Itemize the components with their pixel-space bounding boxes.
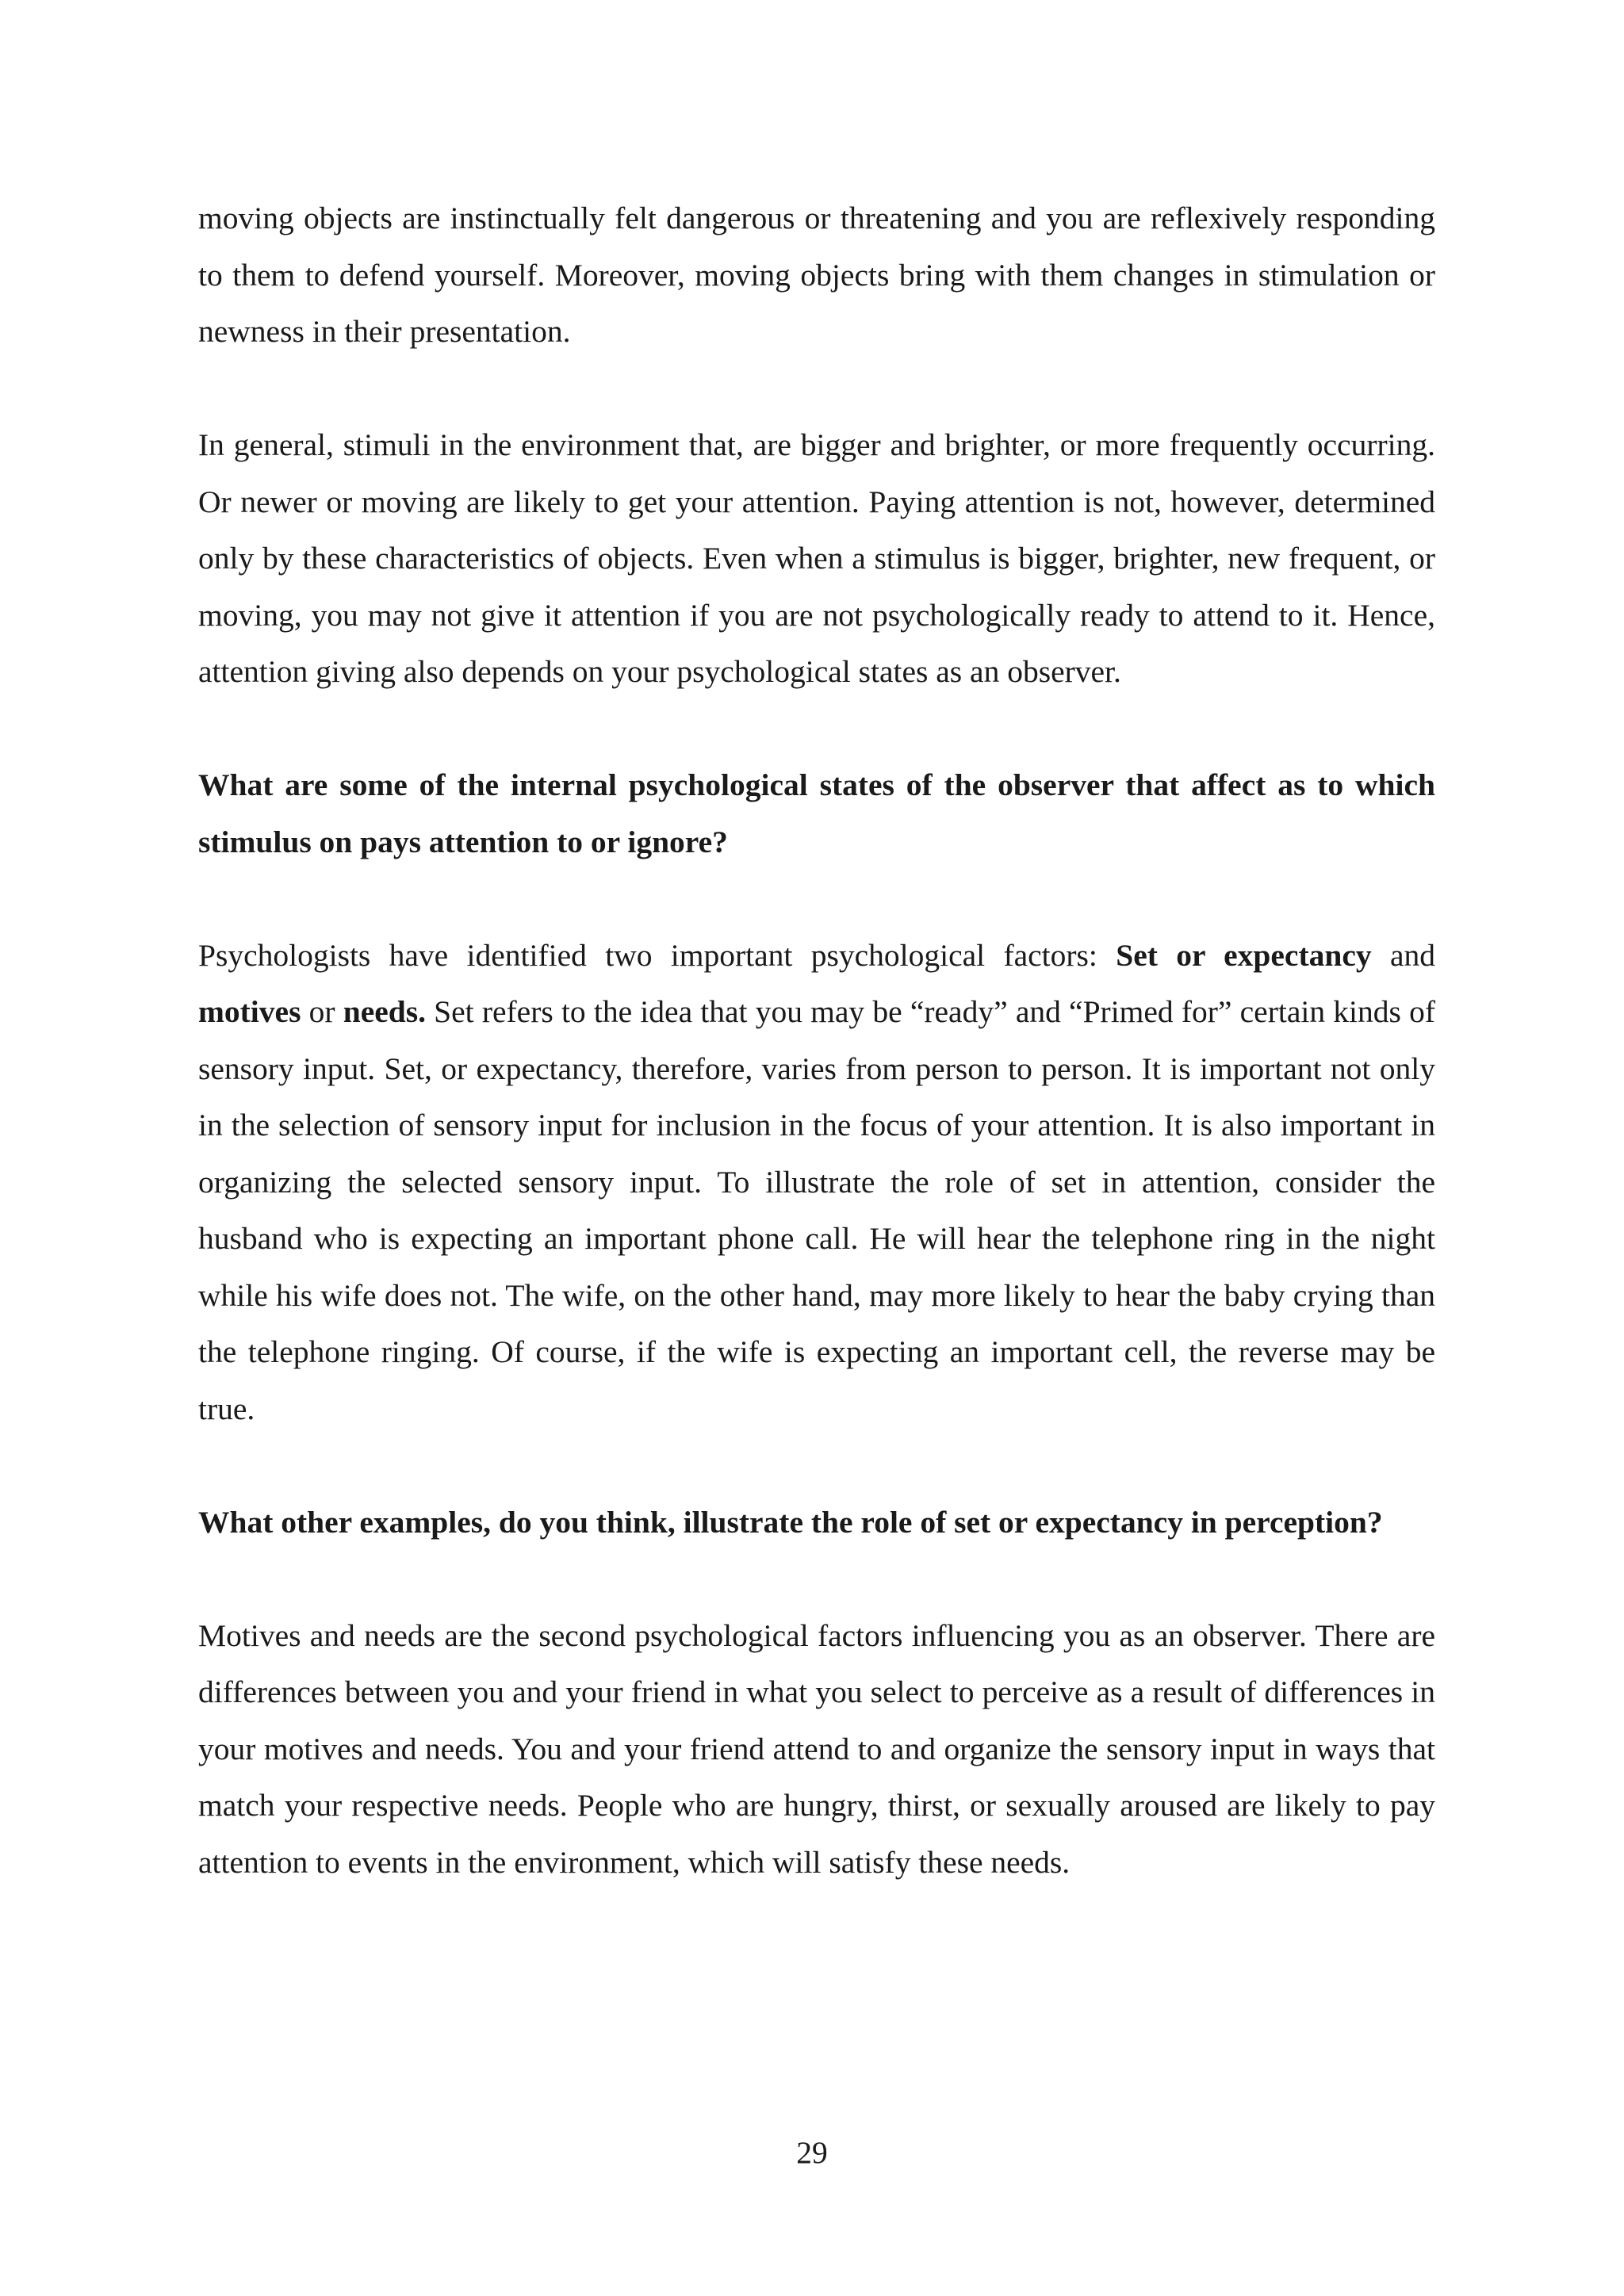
paragraph-gap bbox=[198, 871, 1435, 928]
paragraph-gap bbox=[198, 1437, 1435, 1494]
paragraph-motives-needs: Motives and needs are the second psychological factors influencing you as an observer. There are differences between you and your friend in what you select to perceive as a result of differences in your motives and needs. You and your friend attend to and organize the sensory input in ways that match your respective needs. People who are hungry, thirst, or sexually aroused are likely to pay attention to events in the environment, which will satisfy these needs. bbox=[198, 1617, 1435, 1880]
text-run: or bbox=[301, 994, 343, 1029]
document-page bbox=[198, 190, 1435, 1891]
paragraph-gap bbox=[198, 361, 1435, 418]
text-run: Psychologists have identified two important psychological factors: bbox=[198, 937, 1116, 973]
page-number: 29 bbox=[796, 2135, 828, 2170]
bold-term-motives: motives bbox=[198, 994, 301, 1029]
text-run: Set refers to the idea that you may be “ready” and “Primed for” certain kinds of sensory input. Set, or expectancy, therefore, varies from person to person. It is important not only in the selection of sensory input for inclusion in the focus of your attention. It is also important in organizing the selected sensory input. To illustrate the role of set in attention, consider the husband who is expecting an important phone call. He will hear the telephone ring in the night while his wife does not. The wife, on the other hand, may more likely to hear the baby crying than the telephone ringing. Of course, if the wife is expecting an important cell, the reverse may be true. bbox=[198, 994, 1435, 1426]
bold-term-set-or-expectancy: Set or expectancy bbox=[1116, 937, 1372, 973]
bold-term-needs: needs. bbox=[343, 994, 426, 1029]
question-other-examples: What other examples, do you think, illustrate the role of set or expectancy in perception? bbox=[198, 1504, 1383, 1540]
paragraph-set-expectancy bbox=[198, 928, 1435, 1438]
paragraph-stimuli-general: In general, stimuli in the environment that, are bigger and brighter, or more frequently occurring. Or newer or moving are likely to get your attention. Paying attention is not, however, determined only by these characteristics of objects. Even when a stimulus is bigger, brighter, new frequent, or moving, you may not give it attention if you are not psychologically ready to attend to it. Hence, attention giving also depends on your psychological states as an observer. bbox=[198, 427, 1435, 689]
paragraph-moving-objects: moving objects are instinctually felt dangerous or threatening and you are reflexively responding to them to defend yourself. Moreover, moving objects bring with them changes in stimulation or newness in their presentation. bbox=[198, 201, 1435, 349]
text-run: and bbox=[1371, 937, 1435, 973]
question-internal-states: What are some of the internal psychological states of the observer that affect as to which stimulus on pays attention to or ignore? bbox=[198, 767, 1435, 859]
paragraph-gap bbox=[198, 1551, 1435, 1608]
paragraph-gap bbox=[198, 701, 1435, 758]
